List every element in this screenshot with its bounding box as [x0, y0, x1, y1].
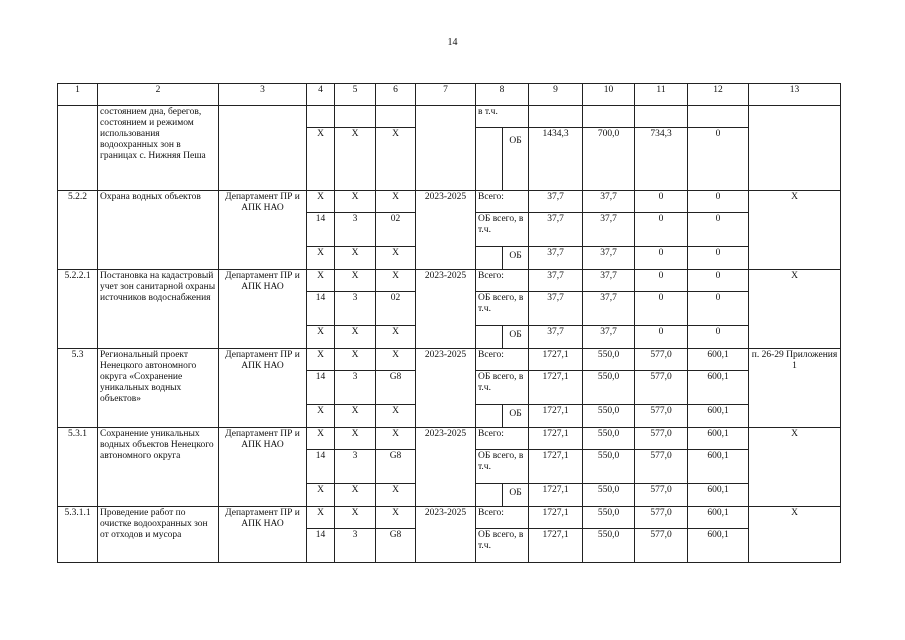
amount-cell: 600,1	[688, 507, 749, 529]
notes-cell: п. 26-29 Приложения 1	[749, 349, 841, 428]
header-cell: 12	[688, 84, 749, 106]
amount-cell: 37,7	[583, 213, 635, 247]
measure-name-cell: Охрана водных объектов	[98, 191, 219, 270]
row-number-cell: 5.3.1	[58, 428, 98, 507]
amount-cell: 0	[688, 270, 749, 292]
period-cell: 2023-2025	[416, 270, 476, 349]
header-cell: 7	[416, 84, 476, 106]
measure-name-cell: Региональный проект Ненецкого автономного округа «Сохранение уникальных водных объектов»	[98, 349, 219, 428]
header-cell: 2	[98, 84, 219, 106]
amount-cell	[583, 106, 635, 128]
notes-cell	[749, 106, 841, 191]
measure-name-cell: Постановка на кадастровый учет зон санитарной охраны источников водоснабжения	[98, 270, 219, 349]
amount-cell: 700,0	[583, 128, 635, 191]
code-cell: Х	[307, 428, 335, 450]
amount-cell: 600,1	[688, 349, 749, 371]
amount-cell: 550,0	[583, 450, 635, 484]
source-cell: Всего:	[476, 349, 529, 371]
measure-name-cell: Проведение работ по очистке водоохранных зон от отходов и мусора	[98, 507, 219, 563]
code-cell: 3	[335, 371, 376, 405]
notes-cell: Х	[749, 428, 841, 507]
amount-cell: 1727,1	[529, 507, 583, 529]
code-cell: Х	[376, 428, 416, 450]
code-cell: 14	[307, 529, 335, 563]
amount-cell: 577,0	[635, 371, 688, 405]
amount-cell: 550,0	[583, 507, 635, 529]
code-cell	[335, 106, 376, 128]
executor-cell: Департамент ПР и АПК НАО	[219, 428, 307, 507]
source-cell: в т.ч.	[476, 106, 529, 128]
amount-cell: 0	[688, 292, 749, 326]
amount-cell: 550,0	[583, 349, 635, 371]
code-cell: Х	[335, 349, 376, 371]
code-cell: G8	[376, 450, 416, 484]
executor-cell: Департамент ПР и АПК НАО	[219, 507, 307, 563]
code-cell: 02	[376, 213, 416, 247]
code-cell: Х	[376, 405, 416, 428]
amount-cell: 577,0	[635, 405, 688, 428]
header-cell: 13	[749, 84, 841, 106]
continuation-row	[58, 106, 841, 128]
amount-cell: 600,1	[688, 405, 749, 428]
source-label: ОБ	[509, 409, 522, 419]
executor-cell: Департамент ПР и АПК НАО	[219, 349, 307, 428]
header-cell: 3	[219, 84, 307, 106]
table-row	[58, 270, 841, 292]
source-cell	[476, 405, 529, 428]
code-cell: Х	[307, 405, 335, 428]
code-cell: Х	[335, 247, 376, 270]
amount-cell	[529, 106, 583, 128]
amount-cell: 1727,1	[529, 484, 583, 507]
amount-cell: 577,0	[635, 450, 688, 484]
code-cell: 14	[307, 213, 335, 247]
amount-cell: 600,1	[688, 371, 749, 405]
code-cell: Х	[376, 484, 416, 507]
table-row	[58, 428, 841, 450]
header-cell: 9	[529, 84, 583, 106]
row-number-cell: 5.3	[58, 349, 98, 428]
code-cell: Х	[307, 349, 335, 371]
code-cell: Х	[376, 128, 416, 191]
code-cell: Х	[307, 484, 335, 507]
amount-cell: 0	[635, 191, 688, 213]
amount-cell: 1727,1	[529, 405, 583, 428]
amount-cell: 0	[688, 326, 749, 349]
code-cell: Х	[376, 349, 416, 371]
amount-cell: 550,0	[583, 484, 635, 507]
table-row	[58, 507, 841, 529]
code-cell: 3	[335, 292, 376, 326]
code-cell: Х	[335, 428, 376, 450]
code-cell: 3	[335, 529, 376, 563]
code-cell: Х	[307, 507, 335, 529]
code-cell: Х	[335, 128, 376, 191]
code-cell: Х	[376, 191, 416, 213]
amount-cell: 0	[635, 213, 688, 247]
amount-cell: 0	[635, 247, 688, 270]
executor-cell: Департамент ПР и АПК НАО	[219, 270, 307, 349]
code-cell	[376, 106, 416, 128]
amount-cell: 37,7	[529, 270, 583, 292]
amount-cell: 37,7	[583, 247, 635, 270]
source-cell	[476, 326, 529, 349]
period-cell: 2023-2025	[416, 507, 476, 563]
table-row	[58, 191, 841, 213]
amount-cell: 1727,1	[529, 349, 583, 371]
source-cell	[476, 128, 529, 191]
amount-cell: 1727,1	[529, 529, 583, 563]
source-label: ОБ	[509, 330, 522, 340]
budget-table	[57, 83, 841, 563]
amount-cell: 0	[688, 247, 749, 270]
measure-name-cell: состоянием дна, берегов, состоянием и режимом использования водоохранных зон в границах с. Нижняя Пеша	[98, 106, 219, 191]
row-number-cell: 5.2.2.1	[58, 270, 98, 349]
table-row	[58, 349, 841, 371]
amount-cell: 600,1	[688, 484, 749, 507]
period-cell: 2023-2025	[416, 349, 476, 428]
code-cell: 14	[307, 371, 335, 405]
amount-cell: 1434,3	[529, 128, 583, 191]
code-cell: Х	[307, 270, 335, 292]
notes-cell: Х	[749, 191, 841, 270]
page-number: 14	[447, 37, 458, 48]
period-cell	[416, 106, 476, 191]
row-number-cell: 5.2.2	[58, 191, 98, 270]
amount-cell: 1727,1	[529, 450, 583, 484]
source-label: ОБ	[509, 251, 522, 261]
measure-name-cell: Сохранение уникальных водных объектов Ненецкого автономного округа	[98, 428, 219, 507]
amount-cell: 600,1	[688, 450, 749, 484]
source-cell: Всего:	[476, 507, 529, 529]
source-cell: ОБ всего, в т.ч.	[476, 529, 529, 563]
amount-cell: 550,0	[583, 529, 635, 563]
code-cell	[307, 106, 335, 128]
header-cell: 4	[307, 84, 335, 106]
executor-cell	[219, 106, 307, 191]
notes-cell: Х	[749, 507, 841, 563]
amount-cell: 577,0	[635, 484, 688, 507]
code-cell: 3	[335, 213, 376, 247]
code-cell: Х	[307, 128, 335, 191]
row-number-cell	[58, 106, 98, 191]
amount-cell: 577,0	[635, 428, 688, 450]
amount-cell: 0	[635, 326, 688, 349]
source-cell: ОБ всего, в т.ч.	[476, 450, 529, 484]
code-cell: 02	[376, 292, 416, 326]
code-cell: 3	[335, 450, 376, 484]
source-label: ОБ	[509, 136, 522, 146]
source-label: ОБ	[509, 488, 522, 498]
amount-cell: 37,7	[583, 326, 635, 349]
code-cell: 14	[307, 450, 335, 484]
amount-cell: 734,3	[635, 128, 688, 191]
amount-cell: 37,7	[529, 292, 583, 326]
source-cell: Всего:	[476, 270, 529, 292]
amount-cell: 37,7	[529, 247, 583, 270]
amount-cell: 0	[688, 213, 749, 247]
amount-cell: 550,0	[583, 371, 635, 405]
code-cell: Х	[335, 270, 376, 292]
amount-cell: 0	[635, 292, 688, 326]
code-cell: Х	[335, 405, 376, 428]
source-cell: ОБ всего, в т.ч.	[476, 292, 529, 326]
header-cell: 11	[635, 84, 688, 106]
amount-cell	[635, 106, 688, 128]
source-cell	[476, 247, 529, 270]
amount-cell: 600,1	[688, 428, 749, 450]
source-cell: ОБ всего, в т.ч.	[476, 371, 529, 405]
code-cell: 14	[307, 292, 335, 326]
amount-cell: 37,7	[529, 213, 583, 247]
code-cell: Х	[335, 326, 376, 349]
header-cell: 6	[376, 84, 416, 106]
header-row	[58, 84, 841, 106]
code-cell: Х	[376, 326, 416, 349]
amount-cell: 0	[688, 191, 749, 213]
amount-cell: 37,7	[529, 191, 583, 213]
code-cell: Х	[376, 270, 416, 292]
code-cell: G8	[376, 529, 416, 563]
source-cell	[476, 484, 529, 507]
amount-cell: 37,7	[583, 292, 635, 326]
code-cell: Х	[335, 191, 376, 213]
code-cell: Х	[335, 507, 376, 529]
period-cell: 2023-2025	[416, 428, 476, 507]
amount-cell	[688, 106, 749, 128]
executor-cell: Департамент ПР и АПК НАО	[219, 191, 307, 270]
amount-cell: 577,0	[635, 529, 688, 563]
code-cell: Х	[307, 191, 335, 213]
source-cell: Всего:	[476, 428, 529, 450]
code-cell: Х	[335, 484, 376, 507]
amount-cell: 1727,1	[529, 371, 583, 405]
code-cell: Х	[307, 247, 335, 270]
code-cell: Х	[307, 326, 335, 349]
amount-cell: 577,0	[635, 507, 688, 529]
amount-cell: 37,7	[583, 191, 635, 213]
header-cell: 1	[58, 84, 98, 106]
notes-cell: Х	[749, 270, 841, 349]
code-cell: Х	[376, 507, 416, 529]
code-cell: Х	[376, 247, 416, 270]
amount-cell: 1727,1	[529, 428, 583, 450]
row-number-cell: 5.3.1.1	[58, 507, 98, 563]
amount-cell: 550,0	[583, 405, 635, 428]
amount-cell: 37,7	[529, 326, 583, 349]
amount-cell: 37,7	[583, 270, 635, 292]
amount-cell: 600,1	[688, 529, 749, 563]
amount-cell: 577,0	[635, 349, 688, 371]
header-cell: 10	[583, 84, 635, 106]
header-cell: 8	[476, 84, 529, 106]
source-cell: ОБ всего, в т.ч.	[476, 213, 529, 247]
amount-cell: 0	[688, 128, 749, 191]
amount-cell: 0	[635, 270, 688, 292]
period-cell: 2023-2025	[416, 191, 476, 270]
amount-cell: 550,0	[583, 428, 635, 450]
header-cell: 5	[335, 84, 376, 106]
code-cell: G8	[376, 371, 416, 405]
source-cell: Всего:	[476, 191, 529, 213]
